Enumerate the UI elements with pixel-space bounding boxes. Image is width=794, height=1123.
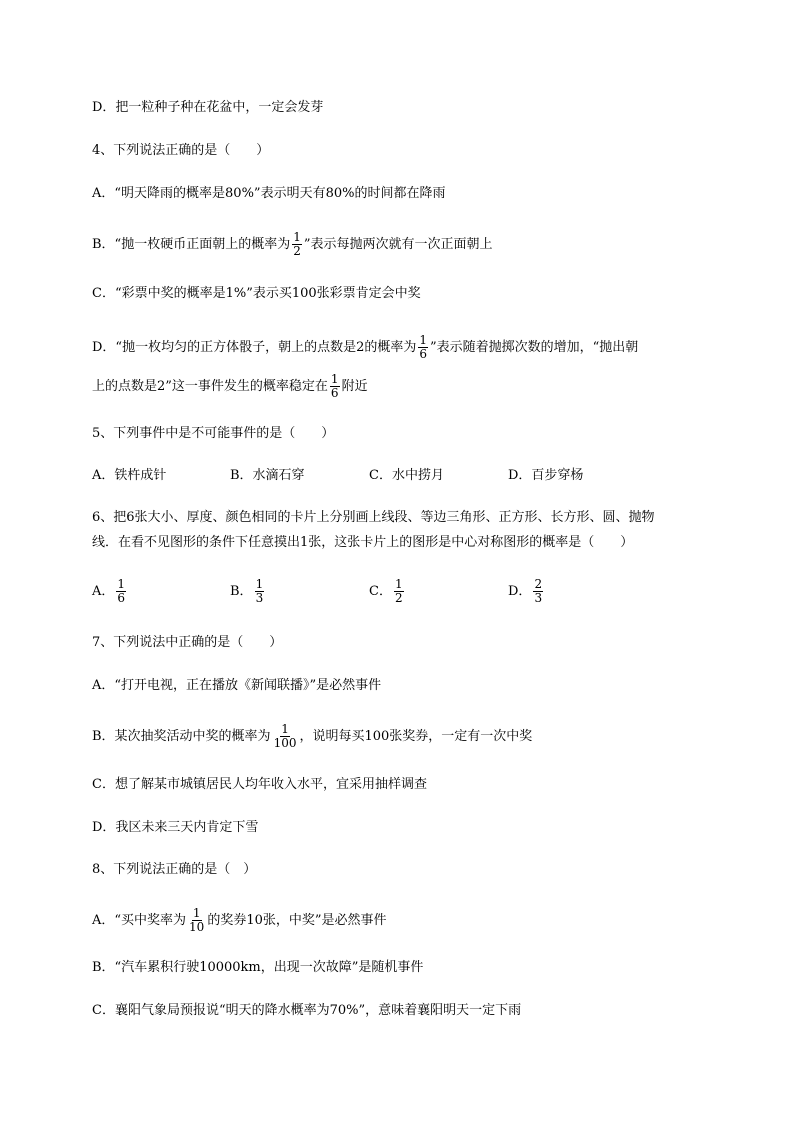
question-7-option-a: A．“打开电视，正在播放《新闻联播》”是必然事件 bbox=[92, 678, 382, 693]
question-8-option-c: C．襄阳气象局预报说“明天的降水概率为70%”，意味着襄阳明天一定下雨 bbox=[92, 1003, 522, 1018]
fraction bbox=[255, 578, 265, 605]
question-8-option-b: B．“汽车累积行驶10000km，出现一次故障”是随机事件 bbox=[92, 960, 424, 975]
fraction bbox=[292, 231, 302, 258]
numerator: 1 bbox=[255, 577, 264, 591]
question-7-stem: 7、下列说法中正确的是（ ） bbox=[92, 635, 283, 650]
denominator: 3 bbox=[255, 591, 264, 605]
question-7-option-d: D．我区未来三天内肯定下雪 bbox=[92, 820, 259, 835]
question-6-option-a bbox=[92, 578, 128, 605]
text: B．“抛一枚硬币正面朝上的概率为 bbox=[92, 237, 291, 252]
fraction bbox=[116, 578, 126, 605]
question-6-option-c bbox=[369, 578, 406, 605]
text: 上的点数是2”这一事件发生的概率稳定在 bbox=[92, 379, 328, 394]
option-label: D． bbox=[508, 584, 532, 599]
denominator: 6 bbox=[117, 591, 126, 605]
question-4-option-b bbox=[92, 231, 493, 258]
denominator: 6 bbox=[419, 347, 427, 361]
question-8-stem: 8、下列说法正确的是（ ） bbox=[92, 862, 257, 877]
denominator: 100 bbox=[273, 736, 297, 750]
question-6-option-d bbox=[508, 578, 545, 605]
question-6-option-b bbox=[230, 578, 266, 605]
numerator: 2 bbox=[534, 577, 543, 591]
question-4-option-d bbox=[92, 334, 638, 361]
text: ”表示每抛两次就有一次正面朝上 bbox=[303, 237, 493, 252]
fraction bbox=[273, 723, 298, 750]
question-5-option-a: A．铁杵成针 bbox=[92, 468, 167, 483]
fraction bbox=[394, 578, 404, 605]
denominator: 2 bbox=[394, 591, 403, 605]
question-5-stem: 5、下列事件中是不可能事件的是（ ） bbox=[92, 426, 335, 441]
question-6-stem-line1: 6、把6张大小、厚度、颜色相同的卡片上分别画上线段、等边三角形、正方形、长方形、圆、抛物 bbox=[92, 510, 655, 525]
fraction bbox=[533, 578, 543, 605]
text: ”表示随着抛掷次数的增加，“抛出朝 bbox=[429, 340, 639, 355]
text: D．“抛一枚均匀的正方体骰子，朝上的点数是2的概率为 bbox=[92, 340, 417, 355]
option-label: A． bbox=[92, 584, 115, 599]
option-label: C． bbox=[369, 584, 392, 599]
denominator: 6 bbox=[330, 386, 339, 400]
option-label: B． bbox=[230, 584, 253, 599]
numerator: 1 bbox=[192, 906, 201, 920]
question-4-option-a: A．“明天降雨的概率是80%”表示明天有80%的时间都在降雨 bbox=[92, 186, 446, 201]
denominator: 3 bbox=[534, 591, 543, 605]
text: ，说明每买100张奖券，一定有一次中奖 bbox=[299, 729, 533, 744]
question-7-option-b bbox=[92, 723, 532, 750]
numerator: 1 bbox=[330, 372, 339, 386]
denominator: 10 bbox=[189, 920, 205, 934]
numerator: 1 bbox=[281, 722, 289, 736]
question-7-option-c: C．想了解某市城镇居民人均年收入水平，宜采用抽样调查 bbox=[92, 777, 427, 792]
numerator: 1 bbox=[293, 230, 301, 244]
numerator: 1 bbox=[419, 333, 427, 347]
text: 附近 bbox=[341, 379, 368, 394]
option-3d: D．把一粒种子种在花盆中，一定会发芽 bbox=[92, 100, 324, 115]
text: 的奖券10张，中奖”是必然事件 bbox=[207, 913, 387, 928]
question-5-option-b: B．水滴石穿 bbox=[230, 468, 305, 483]
numerator: 1 bbox=[394, 577, 403, 591]
numerator: 1 bbox=[117, 577, 126, 591]
question-4-stem: 4、下列说法正确的是（ ） bbox=[92, 143, 270, 158]
fraction bbox=[418, 334, 428, 361]
fraction bbox=[330, 373, 340, 400]
question-4-option-d-cont bbox=[92, 373, 368, 400]
question-5-option-c: C．水中捞月 bbox=[369, 468, 444, 483]
question-8-option-a bbox=[92, 907, 387, 934]
question-6-stem-line2: 线．在看不见图形的条件下任意摸出1张，这张卡片上的图形是中心对称图形的概率是（ ） bbox=[92, 535, 634, 550]
question-5-option-d: D．百步穿杨 bbox=[508, 468, 584, 483]
text: A．“买中奖率为 bbox=[92, 913, 187, 928]
fraction bbox=[188, 907, 205, 934]
text: B．某次抽奖活动中奖的概率为 bbox=[92, 729, 271, 744]
denominator: 2 bbox=[293, 244, 301, 258]
question-4-option-c: C．“彩票中奖的概率是1%”表示买100张彩票肯定会中奖 bbox=[92, 286, 421, 301]
